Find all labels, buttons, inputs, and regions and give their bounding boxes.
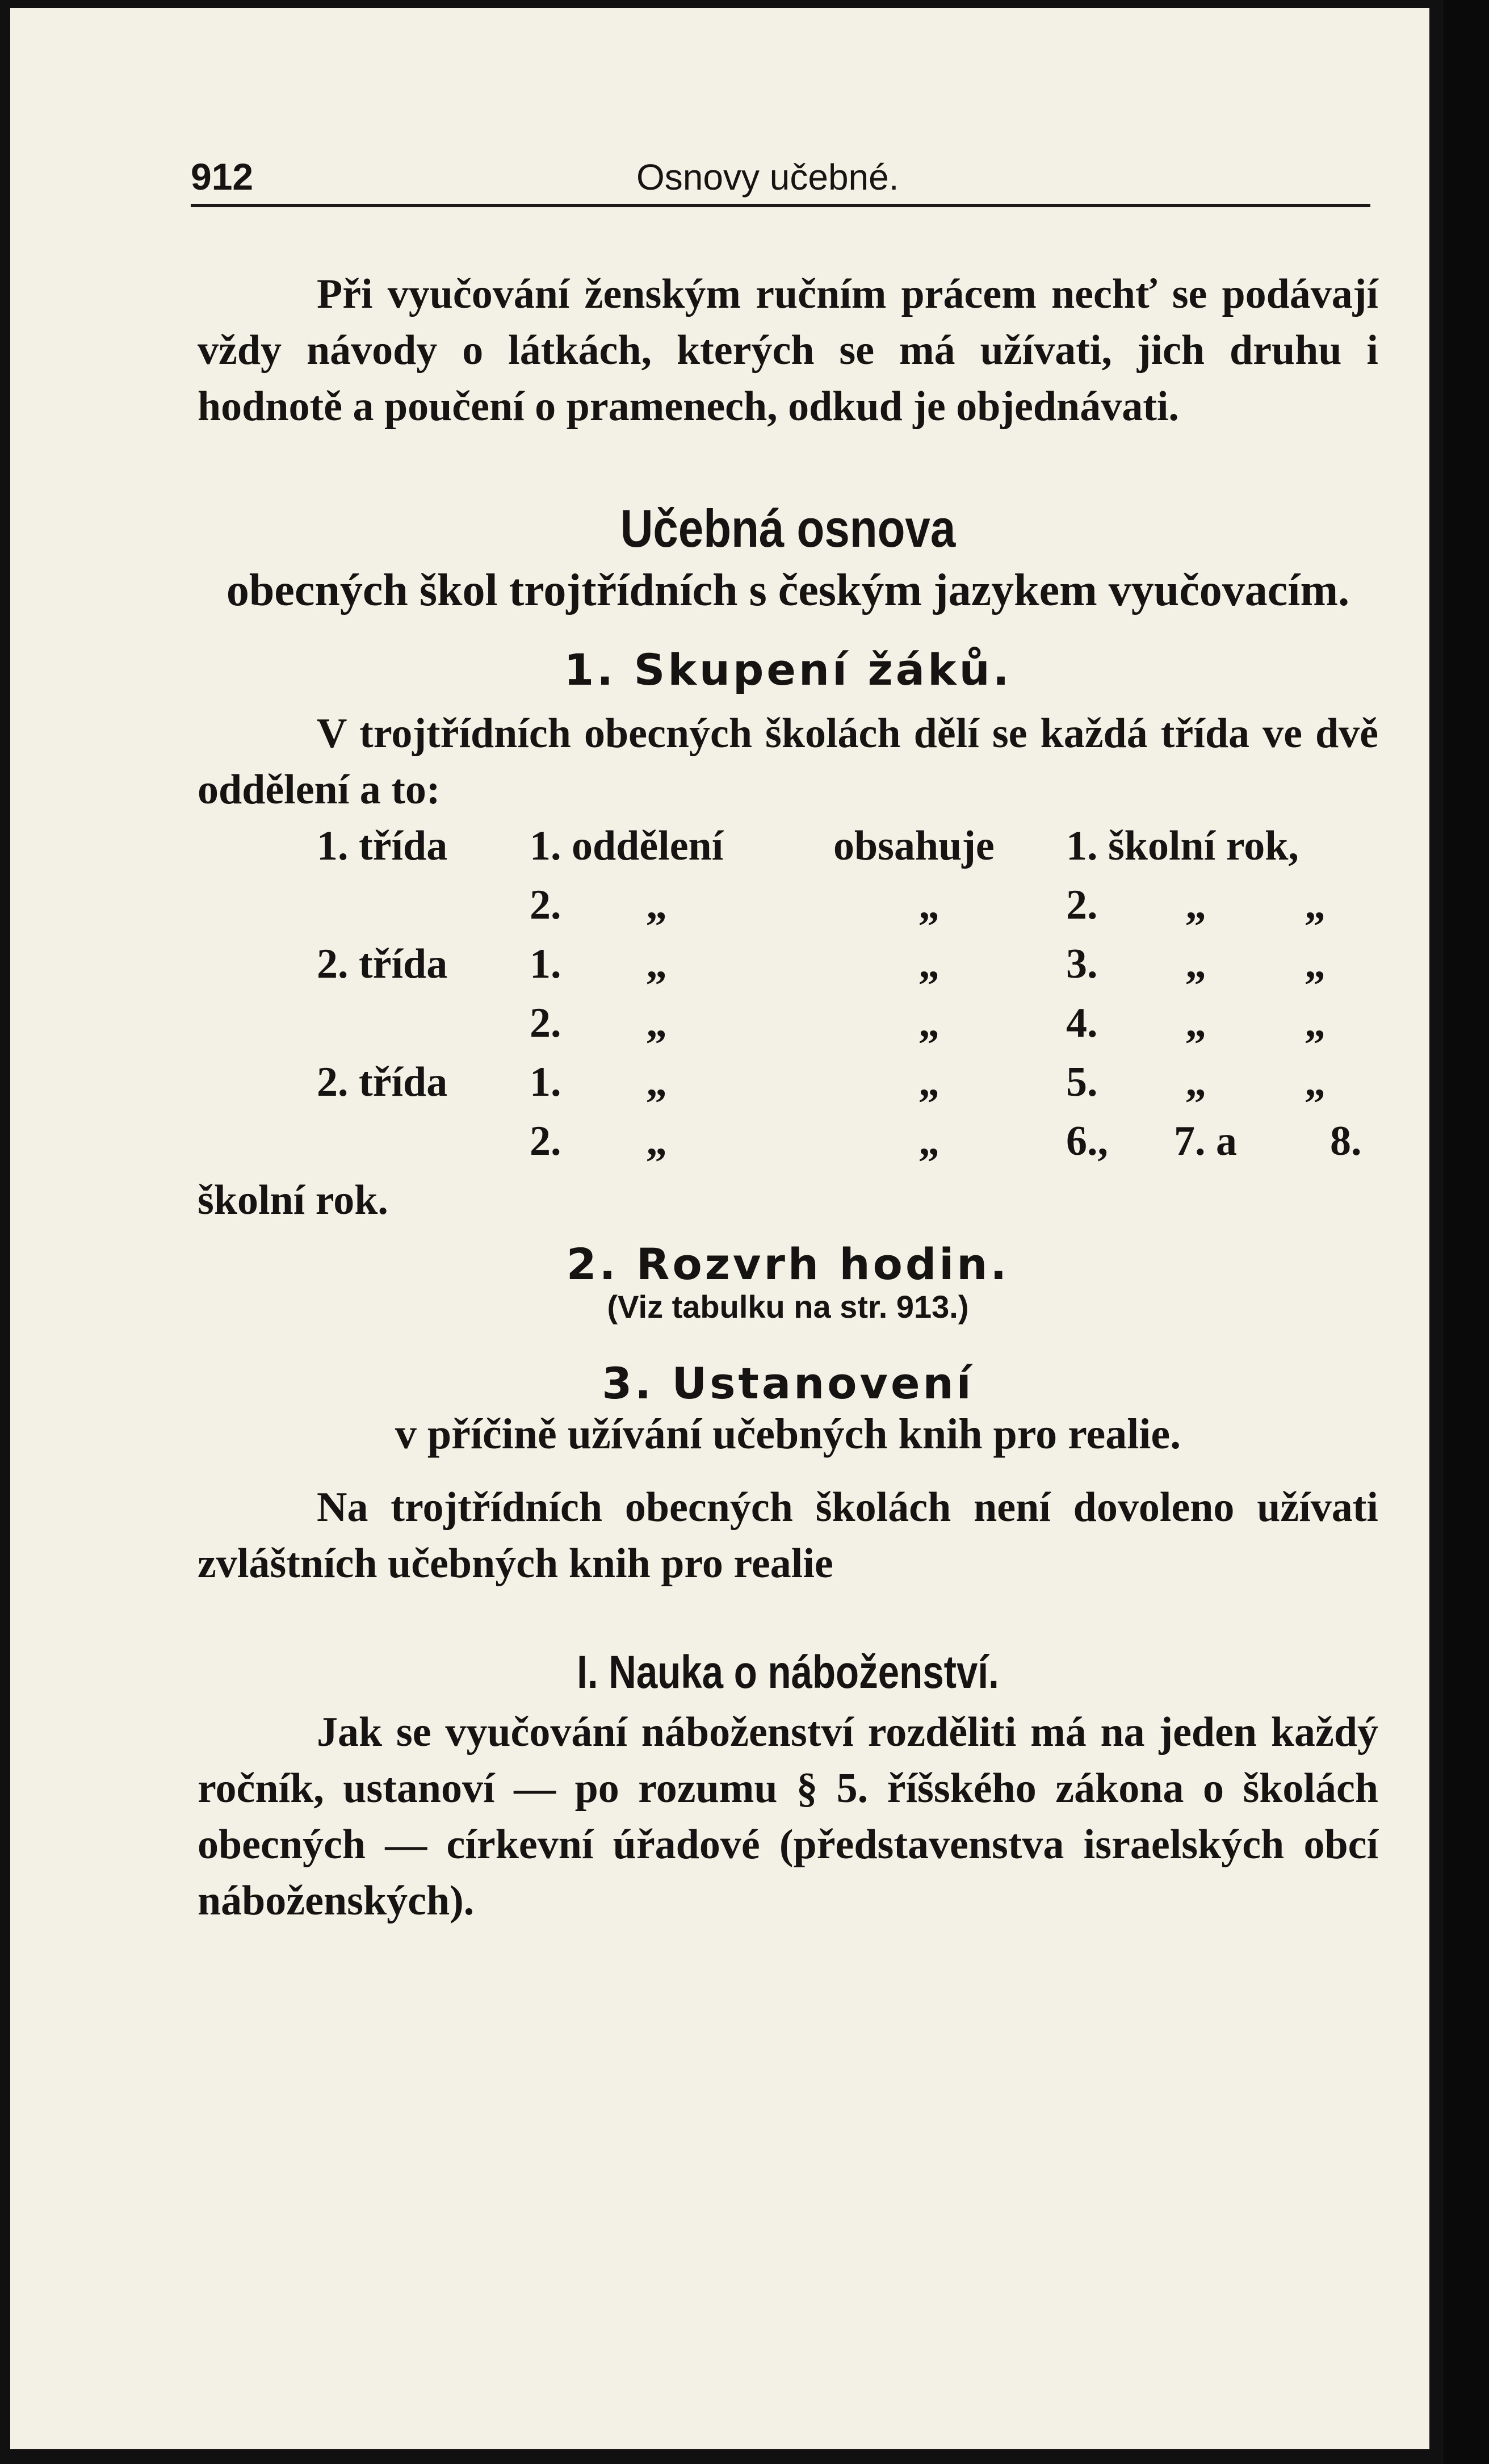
ditto-mark: „: [1185, 941, 1206, 987]
oddeleni-cell: 1.: [530, 1059, 561, 1105]
class-distribution-table: [198, 818, 1378, 1229]
rok-cell-extra: 8.: [1330, 1118, 1362, 1164]
distribution-tail: školní rok.: [198, 1177, 388, 1223]
oddeleni-cell: 2.: [530, 1118, 561, 1164]
section-3-heading: 3. Ustanovení: [602, 1358, 974, 1409]
rok-cell-extra: 7. a: [1174, 1118, 1237, 1164]
ditto-mark: „: [1305, 882, 1326, 928]
section-3-paragraph: Na trojtřídních obecných školách není dovoleno užívati zvláštních učebných knih pro realie: [198, 1484, 1378, 1587]
oddeleni-cell: 2.: [530, 1000, 561, 1046]
ditto-mark: „: [646, 941, 667, 987]
nauka-paragraph: Jak se vyučování náboženství rozděliti má na jeden každý ročník, ustanoví — po rozumu § 5. říšského zákona o školách obecných — církevní úřadové (představenstva israelských obcí náboženských).: [198, 1709, 1378, 1924]
ditto-mark: „: [646, 1118, 667, 1164]
rok-cell: 2.: [1066, 882, 1098, 928]
main-subheading: obecných škol trojtřídních s českým jazykem vyučovacím.: [226, 565, 1350, 615]
ditto-mark: „: [646, 1059, 667, 1105]
ditto-mark: „: [1305, 941, 1326, 987]
ditto-mark: „: [646, 882, 667, 928]
section-2-heading: 2. Rozvrh hodin.: [566, 1239, 1010, 1289]
ditto-mark: „: [646, 1000, 667, 1046]
oddeleni-cell: 2.: [530, 882, 561, 928]
section-2-note: (Viz tabulku na str. 913.): [607, 1289, 969, 1325]
rok-cell: 1. školní rok,: [1066, 823, 1299, 869]
section-1-paragraph: V trojtřídních obecných školách dělí se každá třída ve dvě oddělení a to:: [198, 710, 1378, 813]
intro-paragraph: Při vyučování ženským ručním prácem nechť se podávají vždy návody o látkách, kterých se má užívati, jich druhu i hodnotě a poučení o pramenech, odkud je objednávati.: [198, 271, 1378, 430]
book-page: [10, 8, 1429, 2449]
table-row: [198, 936, 1378, 995]
ditto-mark: „: [918, 1059, 939, 1105]
section-3-subheading: v příčině užívání učebných knih pro realie.: [395, 1410, 1181, 1458]
trida-cell: 2. třída: [317, 941, 448, 987]
ditto-mark: „: [918, 941, 939, 987]
scan-edge: [1444, 0, 1489, 2464]
oddeleni-cell: 1.: [530, 941, 561, 987]
table-row: [198, 1113, 1378, 1172]
table-row: [198, 877, 1378, 936]
table-row: [198, 1054, 1378, 1113]
oddeleni-cell: 1. oddělení: [530, 823, 724, 869]
ditto-mark: „: [918, 882, 939, 928]
page-header: [191, 141, 1370, 207]
rok-cell: 3.: [1066, 941, 1098, 987]
nauka-heading: I. Nauka o náboženství.: [577, 1646, 999, 1698]
page-number: 912: [191, 156, 254, 198]
trida-cell: 2. třída: [317, 1059, 448, 1105]
ditto-mark: „: [1185, 882, 1206, 928]
ditto-mark: „: [1185, 1059, 1206, 1105]
table-row: [198, 995, 1378, 1054]
ditto-mark: „: [918, 1118, 939, 1164]
page-body: [198, 266, 1378, 1929]
ditto-mark: „: [1185, 1000, 1206, 1046]
trida-cell: 1. třída: [317, 823, 448, 869]
running-title: Osnovy učebné.: [636, 157, 899, 198]
section-1-heading: 1. Skupení žáků.: [564, 644, 1012, 695]
ditto-mark: „: [1305, 1000, 1326, 1046]
rok-cell: 4.: [1066, 1000, 1098, 1046]
main-heading: Učebná osnova: [620, 498, 956, 558]
ditto-mark: „: [1305, 1059, 1326, 1105]
rok-cell: 5.: [1066, 1059, 1098, 1105]
rok-cell: 6.,: [1066, 1118, 1108, 1164]
table-row: [198, 818, 1378, 877]
ditto-mark: „: [918, 1000, 939, 1046]
obsahuje-cell: obsahuje: [833, 823, 995, 869]
